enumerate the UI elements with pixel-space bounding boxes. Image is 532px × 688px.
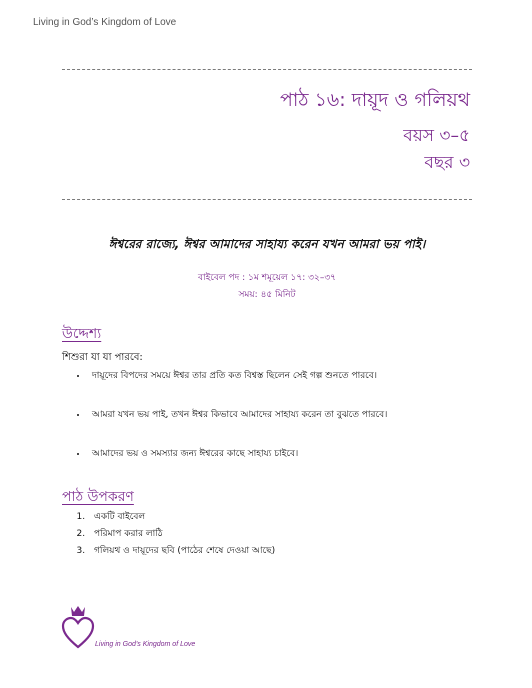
material-item: 1. একটি বাইবেল — [88, 511, 488, 523]
objective-item: • দায়ূদের বিপদের সময়ে ঈশ্বর তার প্রতি কত বিশ্বস্ত ছিলেন সেই গল্প শুনতে পারবে। — [88, 370, 488, 382]
age-range: বয়স ৩–৫ — [403, 126, 470, 146]
running-header: Living in God’s Kingdom of Love — [33, 17, 177, 28]
curriculum-year: বছর ৩ — [424, 153, 470, 173]
materials-heading: পাঠ উপকরণ — [62, 489, 134, 505]
lesson-time: সময়: ৪৫ মিনিট — [238, 290, 296, 300]
bible-verse: বাইবেল পদ : ১ম শমূয়েল ১৭: ৩২–৩৭ — [197, 273, 337, 283]
lesson-theme: ঈশ্বরের রাজ্যে, ঈশ্বর আমাদের সাহায্য করেন যখন আমরা ভয় পাই। — [108, 237, 426, 251]
top-divider — [62, 69, 472, 70]
objectives-list — [62, 370, 488, 487]
footer-text: Living in God’s Kingdom of Love — [95, 641, 196, 648]
crown-heart-icon — [61, 605, 95, 649]
objectives-intro: শিশুরা যা যা পারবে: — [62, 352, 143, 363]
objective-item: • আমাদের ভয় ও সমস্যার জন্য ঈশ্বরের কাছে সাহায্য চাইবে। — [88, 448, 488, 460]
objectives-heading: উদ্দেশ্য — [62, 326, 102, 342]
materials-list — [62, 511, 488, 562]
material-item: 3. গলিয়থ ও দায়ূদের ছবি (পাঠের শেষে দেওয়া আছে) — [88, 545, 488, 557]
objective-item: • আমরা যখন ভয় পাই, তখন ঈশ্বর কিভাবে আমাদের সাহায্য করেন তা বুঝতে পারবে। — [88, 409, 488, 421]
material-item: 2. পরিমাপ করার লাঠি — [88, 528, 488, 540]
lesson-title: পাঠ ১৬: দায়ূদ ও গলিয়থ — [280, 89, 470, 111]
bottom-divider — [62, 199, 472, 200]
